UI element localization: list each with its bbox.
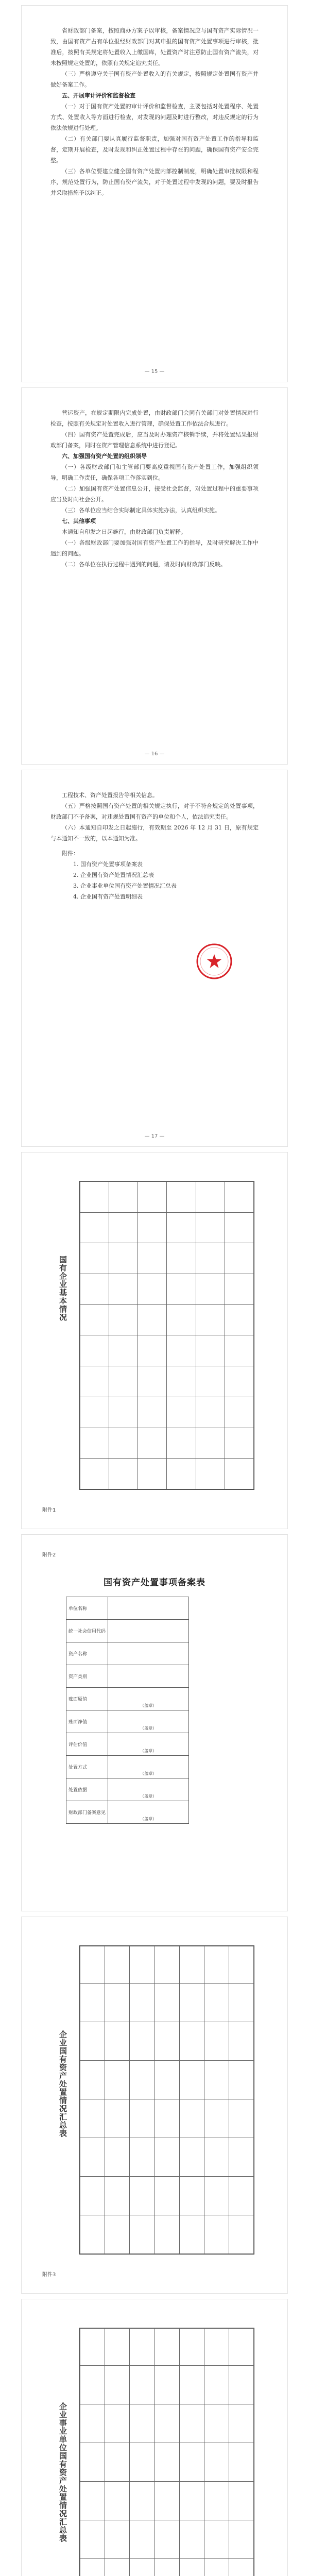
form-title: 国有资产处置事项备案表: [104, 1578, 205, 1588]
table-row: 财政部门备案意见 （盖章）: [66, 1801, 189, 1824]
attachments-label: 附件：: [62, 850, 79, 857]
page-number: — 16 —: [144, 751, 165, 757]
page-2-body: [50, 408, 259, 570]
table-title: 国有企业基本情况: [58, 1256, 67, 1321]
page-3-body: [50, 790, 259, 902]
paragraph: （二）各单位在执行过程中遇到的问题，请及时向财政部门反映。: [62, 561, 226, 568]
paragraph: （一）各级财政部门要加强对国有资产处置工作的指导，及时研究解决工作中遇到的问题。: [50, 539, 259, 557]
attachment-label: 附件3: [42, 2272, 56, 2278]
document-page-6: [21, 1917, 288, 2294]
document-page-3: [21, 770, 288, 1147]
data-table: [79, 1945, 254, 2255]
attachment-item: 1. 国有资产处置事项备案表: [73, 861, 143, 868]
table-row: 单位名称: [66, 1597, 189, 1620]
attachment-label: 附件1: [42, 1507, 56, 1513]
data-table: [79, 1181, 254, 1490]
table-row: 统一社会信用代码: [66, 1620, 189, 1642]
paragraph: （五）严格按照国有资产处置的相关规定执行，对于不符合规定的处置事项，财政部门不予备案，对违规处置国有资产的单位和个人，依法追究责任。: [50, 803, 259, 820]
paragraph: （一）各级财政部门和主管部门要高度重视国有资产处置工作，加强组织领导，明确工作责任，确保各项工作落实到位。: [50, 464, 259, 481]
page-1-body: [50, 25, 259, 198]
attachment-item: 2. 企业国有资产处置情况汇总表: [73, 872, 154, 878]
attachment-item: 3. 企业事业单位国有资产处置情况汇总表: [73, 883, 177, 889]
official-seal: [196, 943, 233, 980]
table-row: 评估价值 （盖章）: [66, 1733, 189, 1756]
attachment-label: 附件2: [42, 1552, 56, 1558]
section-heading: 六、加强国有资产处置的组织领导: [62, 453, 147, 460]
paragraph: （六）本通知自印发之日起施行，有效期至 2026 年 12 月 31 日，原有规定与本通知不一致的，以本通知为准。: [50, 824, 259, 842]
attachment-item: 4. 企业国有资产处置明细表: [73, 893, 143, 900]
table-row: 资产类别: [66, 1665, 189, 1688]
paragraph: 营运资产，在规定期限内完成处置，由财政部门会同有关部门对处置情况进行检查，按照有关规定对处置收入进行管理，确保处置工作依法合规进行。: [50, 410, 259, 427]
document-page-5: [21, 1534, 288, 1911]
document-page-4: [21, 1152, 288, 1529]
filing-form-table: [66, 1597, 189, 1824]
paragraph: 工程技术、资产处置报告等相关信息。: [62, 792, 158, 799]
table-row: 账面原值 （盖章）: [66, 1688, 189, 1710]
page-number: — 15 —: [144, 369, 165, 375]
table-title: 企业国有资产处置情况汇总表: [58, 2030, 67, 2138]
table-row: 处置依据 （盖章）: [66, 1778, 189, 1801]
paragraph: （二）加强国有资产处置信息公开，接受社会监督，对处置过程中的重要事项应当及时向社会公开。: [50, 485, 259, 503]
paragraph: （三）各单位要建立健全国有资产处置内部控制制度，明确处置审批权限和程序，规范处置行为，防止国有资产流失，对于处置过程中发现的问题，要及时报告并采取措施予以纠正。: [50, 168, 259, 196]
document-page-2: [21, 387, 288, 765]
paragraph: 省财政部门备案，按照商办方案予以审核，备案情况应与国有资产实际情况一致，由国有资产占有单位报经财政部门对其申报的国有资产处置事项进行审核，批准后，按照有关规定将处置收入上缴国库，处置资产时注意防止国有资产流失，对未按照规定处置的，依照有关规定追究责任。: [50, 27, 259, 66]
paragraph: （三）严格遵守关于国有资产处置收入的有关规定，按照规定处置国有资产并做好备案工作。: [50, 71, 259, 88]
section-heading: 七、其他事项: [62, 518, 96, 524]
paragraph: （四）国有资产处置完成后，应当及时办理资产核销手续，并将处置结果报财政部门备案，同时在资产管理信息系统中进行登记。: [50, 431, 259, 449]
document-page-7: [21, 2299, 288, 2576]
data-table: [79, 2328, 254, 2576]
paragraph: （三）各单位应当结合实际制定具体实施办法，认真组织实施。: [62, 507, 220, 514]
paragraph: 本通知自印发之日起施行，由财政部门负责解释。: [62, 529, 186, 535]
section-heading: 五、开展审计评价和监督检查: [62, 92, 135, 99]
table-row: 资产名称: [66, 1642, 189, 1665]
table-row: 账面净值 （盖章）: [66, 1710, 189, 1733]
paragraph: （一）对于国有资产处置的审计评价和监督检查，主要包括对处置程序、处置方式、处置收入等方面进行检查，对发现的问题及时进行整改，对违反规定的行为依法依规进行处理。: [50, 103, 259, 131]
table-title: 企业事业单位国有资产处置情况汇总表: [58, 2402, 67, 2543]
paragraph: （二）有关部门要认真履行监督职责，加强对国有资产处置工作的指导和监督，定期开展检查，及时发现和纠正处置过程中存在的问题，确保国有资产安全完整。: [50, 135, 259, 164]
document-page-1: [21, 5, 288, 382]
page-number: — 17 —: [144, 1133, 165, 1139]
table-row: 处置方式 （盖章）: [66, 1756, 189, 1778]
